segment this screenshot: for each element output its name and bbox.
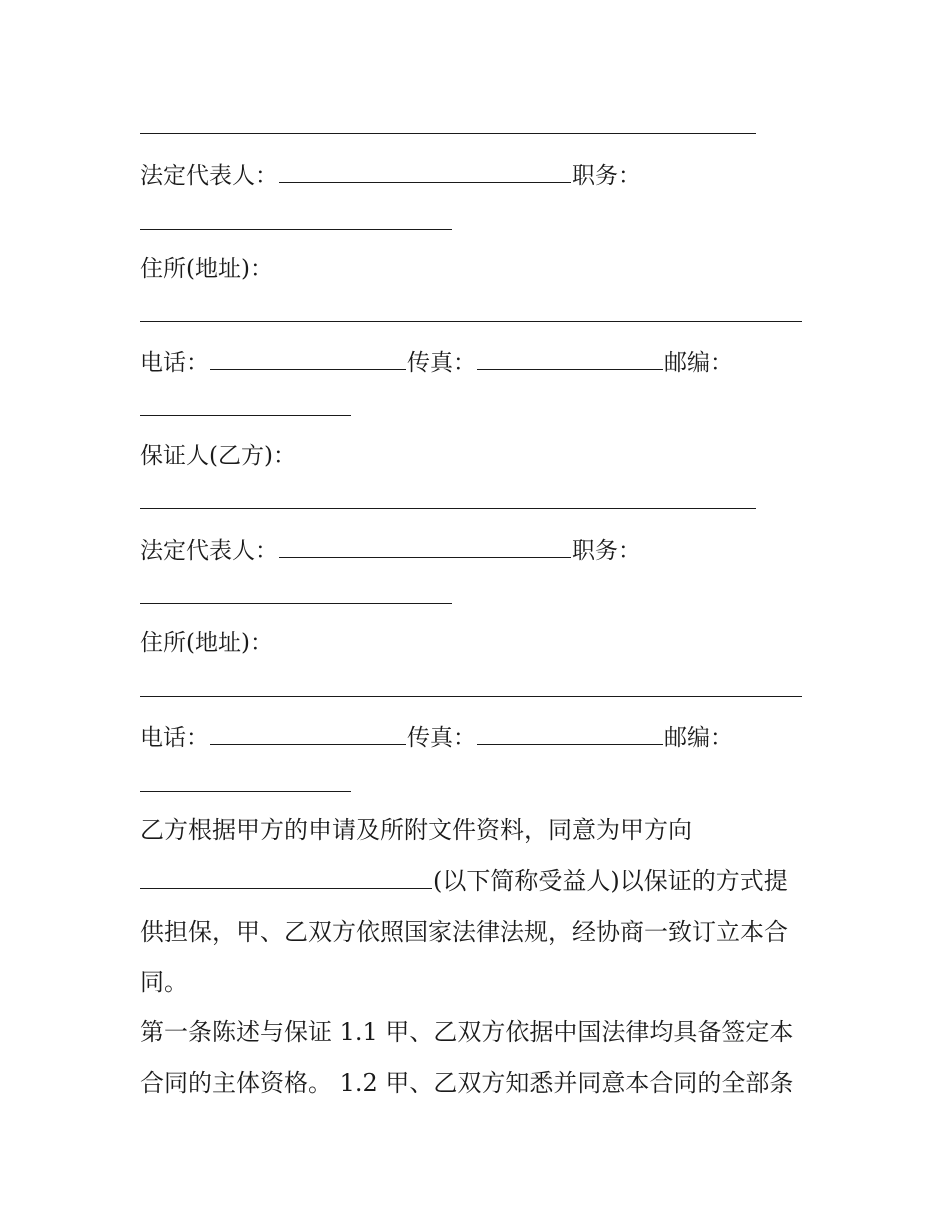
- party-a-contact-row: [140, 347, 733, 378]
- party-b-postcode-blank[interactable]: [140, 791, 351, 792]
- party-b-phone-label: 电话：: [140, 725, 209, 751]
- party-a-name-blank[interactable]: [140, 133, 756, 134]
- party-b-fax-label: 传真：: [407, 725, 476, 751]
- party-b-name-blank[interactable]: [140, 508, 756, 509]
- party-a-legal-rep-row: [140, 160, 641, 191]
- party-a-postcode-label: 邮编：: [664, 350, 733, 376]
- body-line-2-suffix: (以下简称受益人)以保证的方式提: [433, 867, 788, 895]
- party-b-address-blank[interactable]: [140, 696, 802, 697]
- party-b-fax-blank[interactable]: [477, 722, 663, 745]
- party-b-legal-rep-row: [140, 535, 641, 566]
- party-a-phone-label: 电话：: [140, 350, 209, 376]
- party-b-postcode-label: 邮编：: [664, 725, 733, 751]
- body-line-3: 供担保，甲、乙双方依照国家法律法规，经协商一致订立本合: [140, 918, 788, 946]
- party-b-position-blank[interactable]: [140, 603, 452, 604]
- body-line-6: 合同的主体资格。 1.2 甲、乙双方知悉并同意本合同的全部条: [140, 1069, 794, 1097]
- party-a-fax-label: 传真：: [407, 350, 476, 376]
- body-line-2: [140, 866, 788, 896]
- party-b-phone-blank[interactable]: [210, 722, 406, 745]
- party-b-address-label: 住所(地址)：: [140, 630, 273, 656]
- party-b-guarantor-label: 保证人(乙方)：: [140, 443, 296, 469]
- party-b-contact-row: [140, 722, 733, 753]
- party-a-legal-rep-blank[interactable]: [279, 160, 571, 183]
- beneficiary-blank[interactable]: [140, 866, 432, 889]
- party-a-legal-rep-label: 法定代表人：: [140, 163, 278, 189]
- party-b-position-label: 职务：: [572, 538, 641, 564]
- party-b-legal-rep-blank[interactable]: [279, 535, 571, 558]
- party-a-postcode-blank[interactable]: [140, 415, 351, 416]
- body-line-5: 第一条陈述与保证 1.1 甲、乙双方依据中国法律均具备签定本: [140, 1018, 794, 1046]
- body-line-1: 乙方根据甲方的申请及所附文件资料，同意为甲方向: [140, 816, 692, 844]
- party-a-position-label: 职务：: [572, 163, 641, 189]
- party-a-address-blank[interactable]: [140, 321, 802, 322]
- party-a-fax-blank[interactable]: [477, 347, 663, 370]
- party-a-position-blank[interactable]: [140, 229, 452, 230]
- party-a-address-label: 住所(地址)：: [140, 256, 273, 282]
- body-line-4: 同。: [140, 968, 188, 996]
- party-b-legal-rep-label: 法定代表人：: [140, 538, 278, 564]
- party-a-phone-blank[interactable]: [210, 347, 406, 370]
